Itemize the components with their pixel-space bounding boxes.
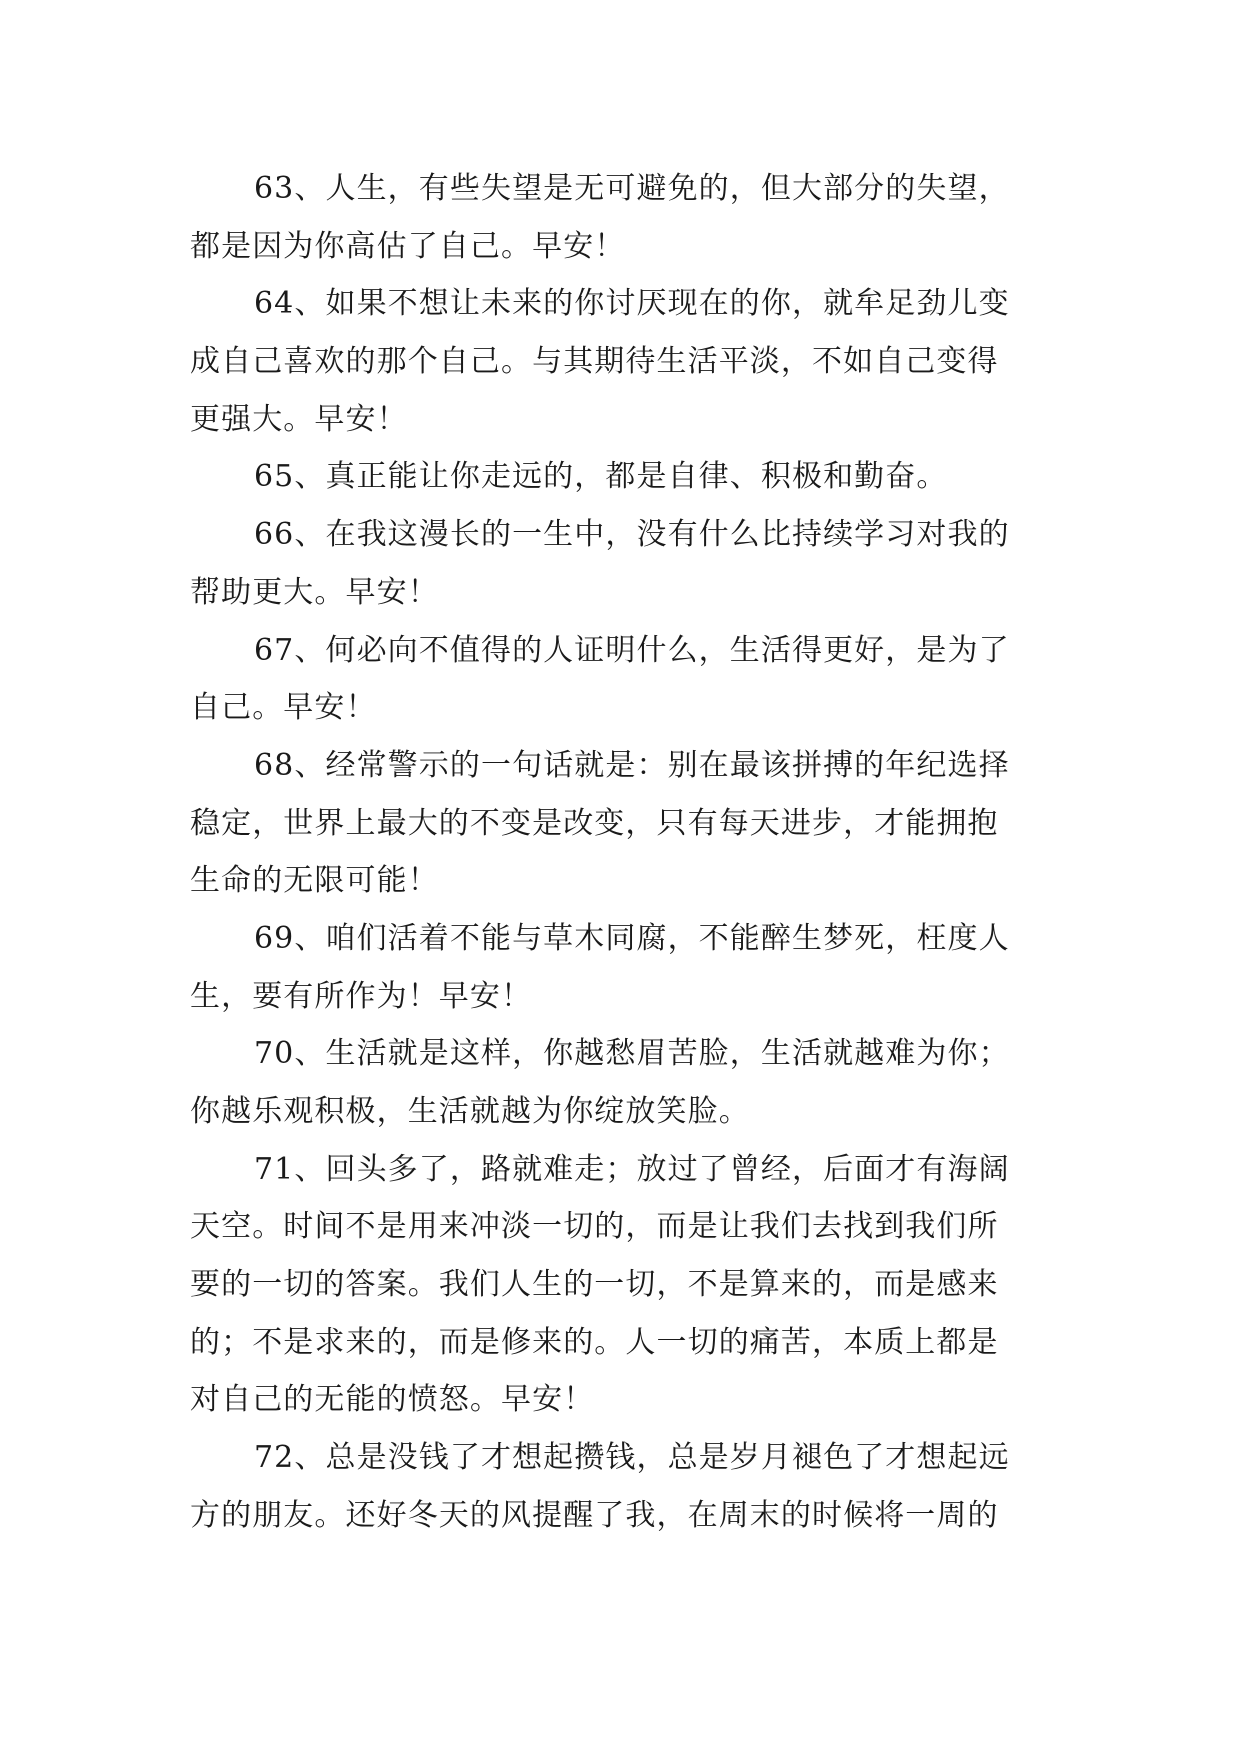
paragraph-72-line-1: 72、总是没钱了才想起攒钱，总是岁月褪色了才想起远 (254, 1440, 1010, 1476)
paragraph-63-line-2: 都是因为你高估了自己。早安！ (190, 228, 626, 264)
paragraph-71-line-1: 71、回头多了，路就难走；放过了曾经，后面才有海阔 (254, 1151, 1010, 1187)
paragraph-72-line-2: 方的朋友。还好冬天的风提醒了我，在周末的时候将一周的 (190, 1497, 999, 1533)
paragraph-64 (190, 275, 1052, 448)
paragraph-67-line-1: 67、何必向不值得的人证明什么，生活得更好，是为了 (254, 632, 1010, 668)
paragraph-71-line-2: 天空。时间不是用来冲淡一切的，而是让我们去找到我们所 (190, 1209, 999, 1245)
paragraph-68 (190, 737, 1052, 910)
paragraph-71 (190, 1141, 1052, 1429)
paragraph-70-line-1: 70、生活就是这样，你越愁眉苦脸，生活就越难为你； (254, 1036, 1010, 1072)
paragraph-64-line-3: 更强大。早安！ (190, 401, 408, 437)
paragraph-72 (190, 1429, 1052, 1544)
paragraph-71-line-4: 的；不是求来的，而是修来的。人一切的痛苦，本质上都是 (190, 1324, 999, 1360)
paragraph-67-line-2: 自己。早安！ (190, 690, 377, 726)
paragraph-64-line-2: 成自己喜欢的那个自己。与其期待生活平淡，不如自己变得 (190, 344, 999, 380)
paragraph-71-line-3: 要的一切的答案。我们人生的一切，不是算来的，而是感来 (190, 1267, 999, 1303)
paragraph-68-line-1: 68、经常警示的一句话就是：别在最该拼搏的年纪选择 (254, 747, 1010, 783)
paragraph-68-line-2: 稳定，世界上最大的不变是改变，只有每天进步，才能拥抱 (190, 805, 999, 841)
paragraph-71-line-5: 对自己的无能的愤怒。早安！ (190, 1382, 595, 1418)
paragraph-69 (190, 910, 1052, 1025)
paragraph-65-line-1: 65、真正能让你走远的，都是自律、积极和勤奋。 (254, 459, 948, 495)
paragraph-65 (190, 448, 1052, 506)
paragraph-66-line-2: 帮助更大。早安！ (190, 574, 439, 610)
paragraph-66-line-1: 66、在我这漫长的一生中，没有什么比持续学习对我的 (254, 517, 1010, 553)
document-page (190, 160, 1052, 1545)
paragraph-70-line-2: 你越乐观积极，生活就越为你绽放笑脸。 (190, 1094, 750, 1129)
paragraph-63 (190, 160, 1052, 275)
paragraph-68-line-3: 生命的无限可能！ (190, 863, 439, 899)
paragraph-64-line-1: 64、如果不想让未来的你讨厌现在的你，就牟足劲儿变 (254, 286, 1010, 322)
paragraph-63-line-1: 63、人生，有些失望是无可避免的，但大部分的失望， (254, 171, 1010, 206)
paragraph-66 (190, 506, 1052, 621)
paragraph-70 (190, 1025, 1052, 1140)
paragraph-69-line-1: 69、咱们活着不能与草木同腐，不能醉生梦死，枉度人 (254, 920, 1010, 956)
paragraph-69-line-2: 生，要有所作为！早安！ (190, 978, 533, 1014)
paragraph-67 (190, 622, 1052, 737)
